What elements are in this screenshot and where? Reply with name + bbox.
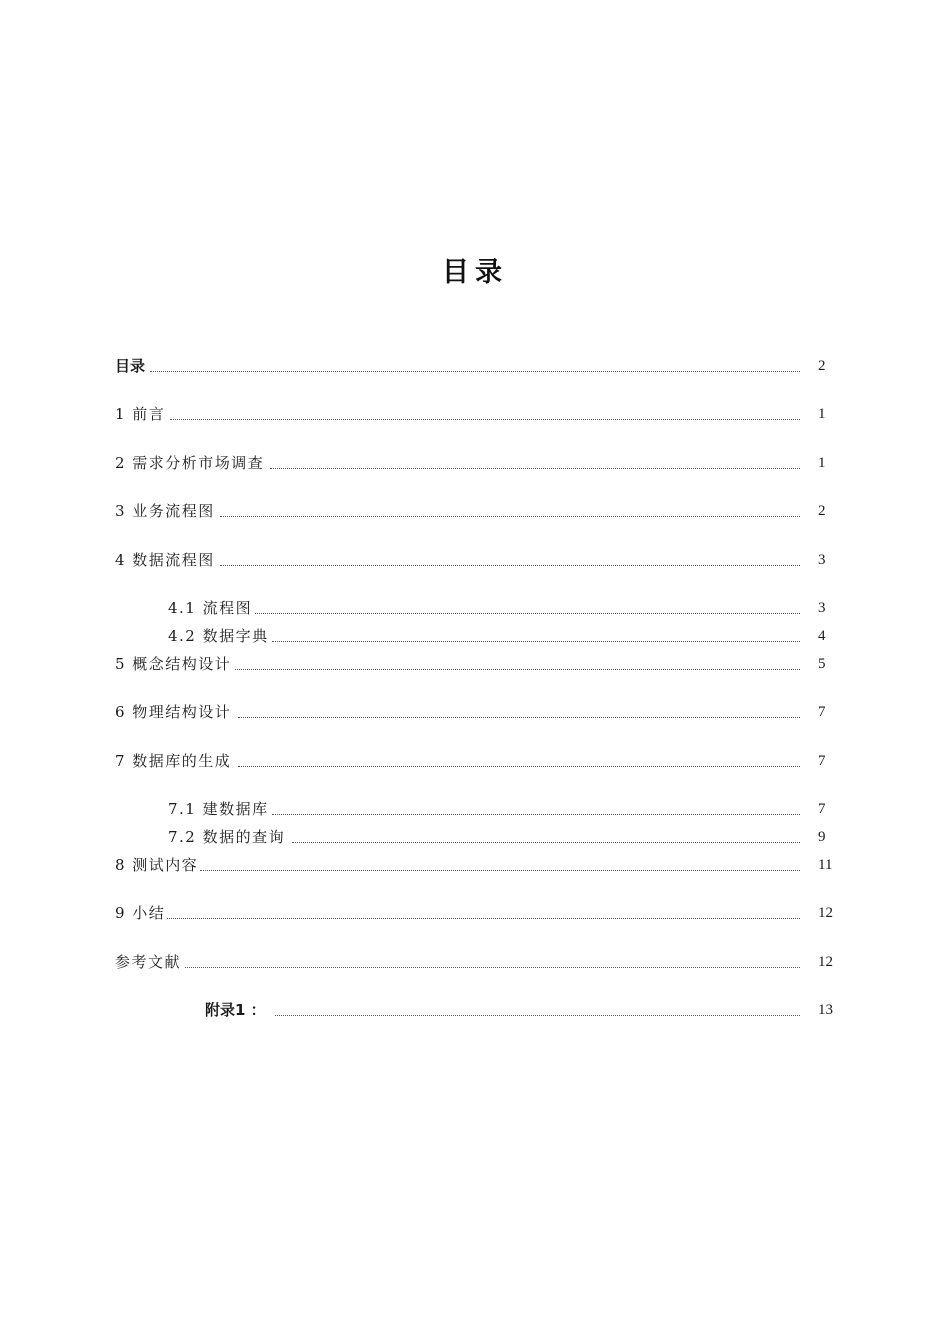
toc-leader-dots (235, 669, 800, 670)
toc-leader-dots (272, 814, 800, 815)
toc-entry-business-flow[interactable] (0, 500, 950, 522)
toc-entry-label: 6 物理结构设计 (115, 703, 232, 721)
toc-entry-data-dictionary[interactable] (0, 625, 950, 647)
toc-leader-dots (150, 371, 800, 372)
toc-entry-label: 参考文献 (115, 953, 182, 971)
toc-entry-label: 附录1 ： (205, 1001, 266, 1019)
toc-entry-flowchart[interactable] (0, 597, 950, 619)
toc-entry-label: 8 测试内容 (115, 856, 199, 874)
toc-leader-dots (238, 717, 800, 718)
toc-leader-dots (270, 468, 800, 469)
toc-page-number: 7 (818, 801, 826, 817)
toc-entry-physical-design[interactable] (0, 701, 950, 723)
toc-entry-contents[interactable] (0, 355, 950, 377)
toc-entry-label: 7 数据库的生成 (115, 752, 232, 770)
toc-page-number: 3 (818, 600, 826, 616)
toc-entry-label: 4.1 流程图 (168, 599, 253, 617)
toc-entry-label: 2 需求分析市场调查 (115, 454, 265, 472)
toc-entry-label: 7.2 数据的查询 (168, 828, 286, 846)
toc-leader-dots (165, 918, 800, 919)
toc-entry-preface[interactable] (0, 403, 950, 425)
toc-page-number: 11 (818, 857, 833, 873)
toc-entry-label: 7.1 建数据库 (168, 800, 269, 818)
toc-entry-label: 3 业务流程图 (115, 502, 215, 520)
toc-leader-dots (200, 870, 800, 871)
toc-entry-requirements[interactable] (0, 452, 950, 474)
toc-page-number: 13 (818, 1002, 833, 1018)
toc-entry-data-query[interactable] (0, 826, 950, 848)
toc-page-number: 9 (818, 829, 826, 845)
toc-leader-dots (220, 565, 800, 566)
toc-leader-dots (185, 967, 800, 968)
toc-entry-label: 1 前言 (115, 405, 166, 423)
toc-entry-label: 4 数据流程图 (115, 551, 215, 569)
toc-page-number: 5 (818, 656, 826, 672)
toc-leader-dots (220, 516, 800, 517)
toc-leader-dots (272, 641, 800, 642)
toc-entry-label: 目录 (115, 357, 146, 375)
toc-leader-dots (238, 766, 800, 767)
toc-leader-dots (275, 1015, 800, 1016)
toc-leader-dots (170, 419, 800, 420)
toc-entry-label: 9 小结 (115, 904, 166, 922)
toc-entry-references[interactable] (0, 951, 950, 973)
toc-page-number: 7 (818, 753, 826, 769)
page-title: 目录 (442, 257, 508, 288)
toc-page-number: 2 (818, 358, 826, 374)
toc-page-number: 1 (818, 406, 826, 422)
toc-entry-summary[interactable] (0, 902, 950, 924)
toc-leader-dots (255, 613, 800, 614)
toc-entry-label: 4.2 数据字典 (168, 627, 269, 645)
toc-entry-test-content[interactable] (0, 854, 950, 876)
toc-entry-label: 5 概念结构设计 (115, 655, 232, 673)
toc-entry-conceptual-design[interactable] (0, 653, 950, 675)
toc-page-number: 1 (818, 455, 826, 471)
toc-page-number: 7 (818, 704, 826, 720)
toc-page-number: 12 (818, 905, 833, 921)
toc-page-number: 4 (818, 628, 826, 644)
toc-entry-data-flow[interactable] (0, 549, 950, 571)
toc-page-number: 3 (818, 552, 826, 568)
toc-entry-database-generation[interactable] (0, 750, 950, 772)
toc-entry-create-database[interactable] (0, 798, 950, 820)
toc-page-number: 12 (818, 954, 833, 970)
toc-leader-dots (292, 842, 800, 843)
toc-page-number: 2 (818, 503, 826, 519)
toc-entry-appendix-1[interactable] (0, 999, 950, 1021)
